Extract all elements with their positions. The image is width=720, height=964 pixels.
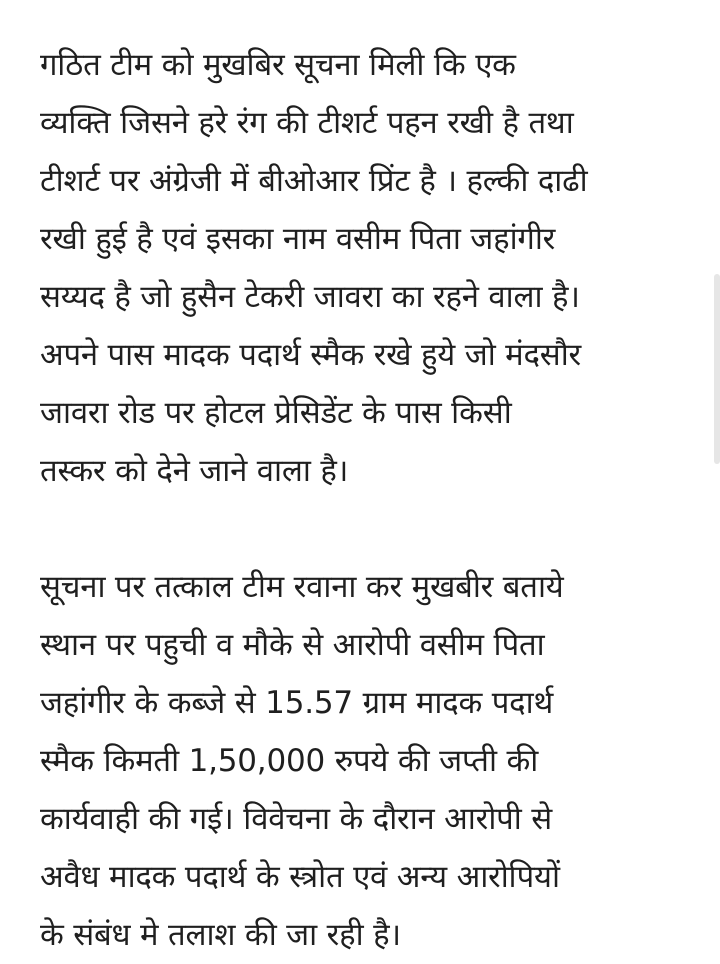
scrollbar-thumb[interactable] <box>714 274 720 464</box>
text-line: गठित टीम को मुखबिर सूचना मिली कि एक <box>40 47 516 83</box>
paragraph-seizure <box>40 558 690 964</box>
text-line: व्यक्ति जिसने हरे रंग की टीशर्ट पहन रखी है तथा <box>40 105 574 141</box>
text-line: जावरा रोड पर होटल प्रेसिडेंट के पास किसी <box>40 395 512 431</box>
paragraph-informant-tip <box>40 36 690 500</box>
text-line: के संबंध मे तलाश की जा रही है। <box>40 917 401 953</box>
text-line: रखी हुई है एवं इसका नाम वसीम पिता जहांगीर <box>40 221 556 257</box>
article-body <box>40 36 690 964</box>
text-line: सय्यद है जो हुसैन टेकरी जावरा का रहने वाला है। <box>40 279 580 315</box>
text-line: टीशर्ट पर अंग्रेजी में बीओआर प्रिंट है । हल्की दाढी <box>40 163 588 199</box>
text-line: सूचना पर तत्काल टीम रवाना कर मुखबीर बताये <box>40 569 564 605</box>
text-line: जहांगीर के कब्जे से 15.57 ग्राम मादक पदार्थ <box>40 685 554 721</box>
text-line: अवैध मादक पदार्थ के स्त्रोत एवं अन्य आरोपियों <box>40 859 560 895</box>
text-line: तस्कर को देने जाने वाला है। <box>40 453 349 489</box>
text-line: कार्यवाही की गई। विवेचना के दौरान आरोपी से <box>40 801 553 837</box>
text-line: स्थान पर पहुची व मौके से आरोपी वसीम पिता <box>40 627 545 663</box>
text-line: स्मैक किमती 1,50,000 रुपये की जप्ती की <box>40 743 539 779</box>
text-line: अपने पास मादक पदार्थ स्मैक रखे हुये जो मंदसौर <box>40 337 582 373</box>
